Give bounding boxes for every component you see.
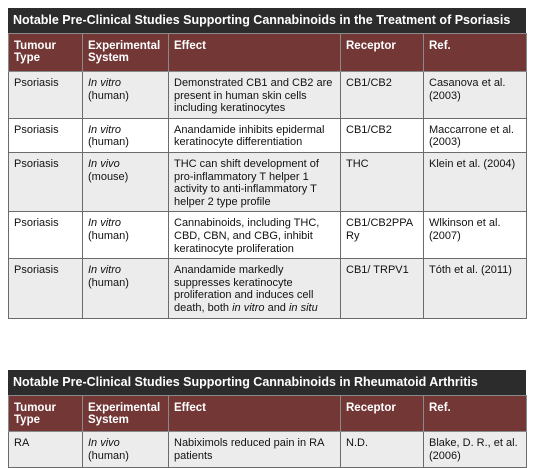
ra-table-title: Notable Pre-Clinical Studies Supporting Cannabinoids in Rheumatoid Arthritis [8,370,526,395]
cell-receptor: THC [341,152,424,211]
ra-header-row [9,396,527,432]
cell-receptor: CB1/CB2 [341,72,424,119]
cell-experimental-system-segment: In vitro [88,217,122,230]
header-tumour-type: Tumour Type [9,396,83,432]
cell-receptor: CB1/CB2PPARy [341,212,424,259]
header-effect: Effect [169,34,341,72]
psoriasis-table-title: Notable Pre-Clinical Studies Supporting Cannabinoids in the Treatment of Psoriasis [8,8,526,33]
cell-experimental-system-segment: (human) [88,276,129,289]
table-row [9,72,527,119]
cell-experimental-system [83,152,169,211]
cell-ref: Klein et al. (2004) [424,152,527,211]
cell-experimental-system-segment: In vitro [88,77,122,89]
cell-effect-segment: THC can shift development of pro-inflammatory T helper 1 activity to anti-inflammatory T helper 2 type profile [174,157,319,208]
cell-tumour-type: Psoriasis [9,212,83,259]
ra-studies-table [8,370,526,468]
header-receptor: Receptor [341,396,424,432]
cell-receptor: N.D. [341,432,424,468]
cell-experimental-system [83,118,169,152]
table-row [9,118,527,152]
cell-tumour-type: Psoriasis [9,118,83,152]
psoriasis-studies-table [8,8,526,319]
cell-ref: Blake, D. R., et al. (2006) [424,432,527,468]
table-row [9,212,527,259]
header-experimental-system: Experimental System [83,34,169,72]
cell-tumour-type: Psoriasis [9,72,83,119]
cell-experimental-system-segment: (human) [88,449,129,462]
ra-table-grid [8,395,527,468]
cell-experimental-system [83,259,169,318]
cell-effect [169,432,341,468]
cell-experimental-system-segment: In vitro [88,123,122,136]
cell-experimental-system-segment: (human) [88,136,129,149]
cell-tumour-type: Psoriasis [9,152,83,211]
header-effect: Effect [169,396,341,432]
cell-effect-segment: Anandamide inhibits epidermal keratinocyte differentiation [174,123,325,149]
cell-ref: Casanova et al. (2003) [424,72,527,119]
cell-effect [169,259,341,318]
cell-receptor: CB1/CB2 [341,118,424,152]
header-tumour-type: Tumour Type [9,34,83,72]
cell-effect-segment: in situ [288,301,318,314]
cell-effect [169,118,341,152]
table-row [9,259,527,318]
cell-effect-segment: and [264,301,289,314]
cell-experimental-system-segment: (human) [88,89,129,102]
cell-effect-segment: Cannabinoids, including THC, CBD, CBN, and CBG, inhibit keratinocyte proliferation [174,217,320,255]
ra-table-body [9,432,527,468]
cell-experimental-system-segment: In vivo [88,157,120,170]
psoriasis-table-body [9,72,527,319]
cell-experimental-system-segment: In vivo [88,437,120,449]
psoriasis-table-grid [8,33,527,319]
cell-effect-segment: Anandamide markedly suppresses keratinocyte proliferation and induces cell death, both [174,264,314,314]
cell-effect [169,72,341,119]
header-experimental-system: Experimental System [83,396,169,432]
cell-effect [169,152,341,211]
cell-ref: Maccarrone et al. (2003) [424,118,527,152]
cell-tumour-type: Psoriasis [9,259,83,318]
cell-effect-segment: Demonstrated CB1 and CB2 are present in human skin cells including keratinocytes [174,77,333,115]
header-ref: Ref. [424,396,527,432]
cell-effect-segment: in vitro [232,301,265,314]
cell-ref: Tóth et al. (2011) [424,259,527,318]
cell-experimental-system-segment: (mouse) [88,170,129,183]
psoriasis-header-row [9,34,527,72]
cell-experimental-system [83,212,169,259]
header-ref: Ref. [424,34,527,72]
cell-experimental-system [83,72,169,119]
cell-tumour-type: RA [9,432,83,468]
table-row [9,152,527,211]
header-receptor: Receptor [341,34,424,72]
cell-experimental-system-segment: In vitro [88,264,122,277]
cell-experimental-system-segment: (human) [88,229,129,242]
table-row [9,432,527,468]
cell-experimental-system [83,432,169,468]
cell-effect-segment: Nabiximols reduced pain in RA patients [174,437,324,462]
cell-effect [169,212,341,259]
cell-receptor: CB1/ TRPV1 [341,259,424,318]
cell-ref: Wlkinson et al. (2007) [424,212,527,259]
